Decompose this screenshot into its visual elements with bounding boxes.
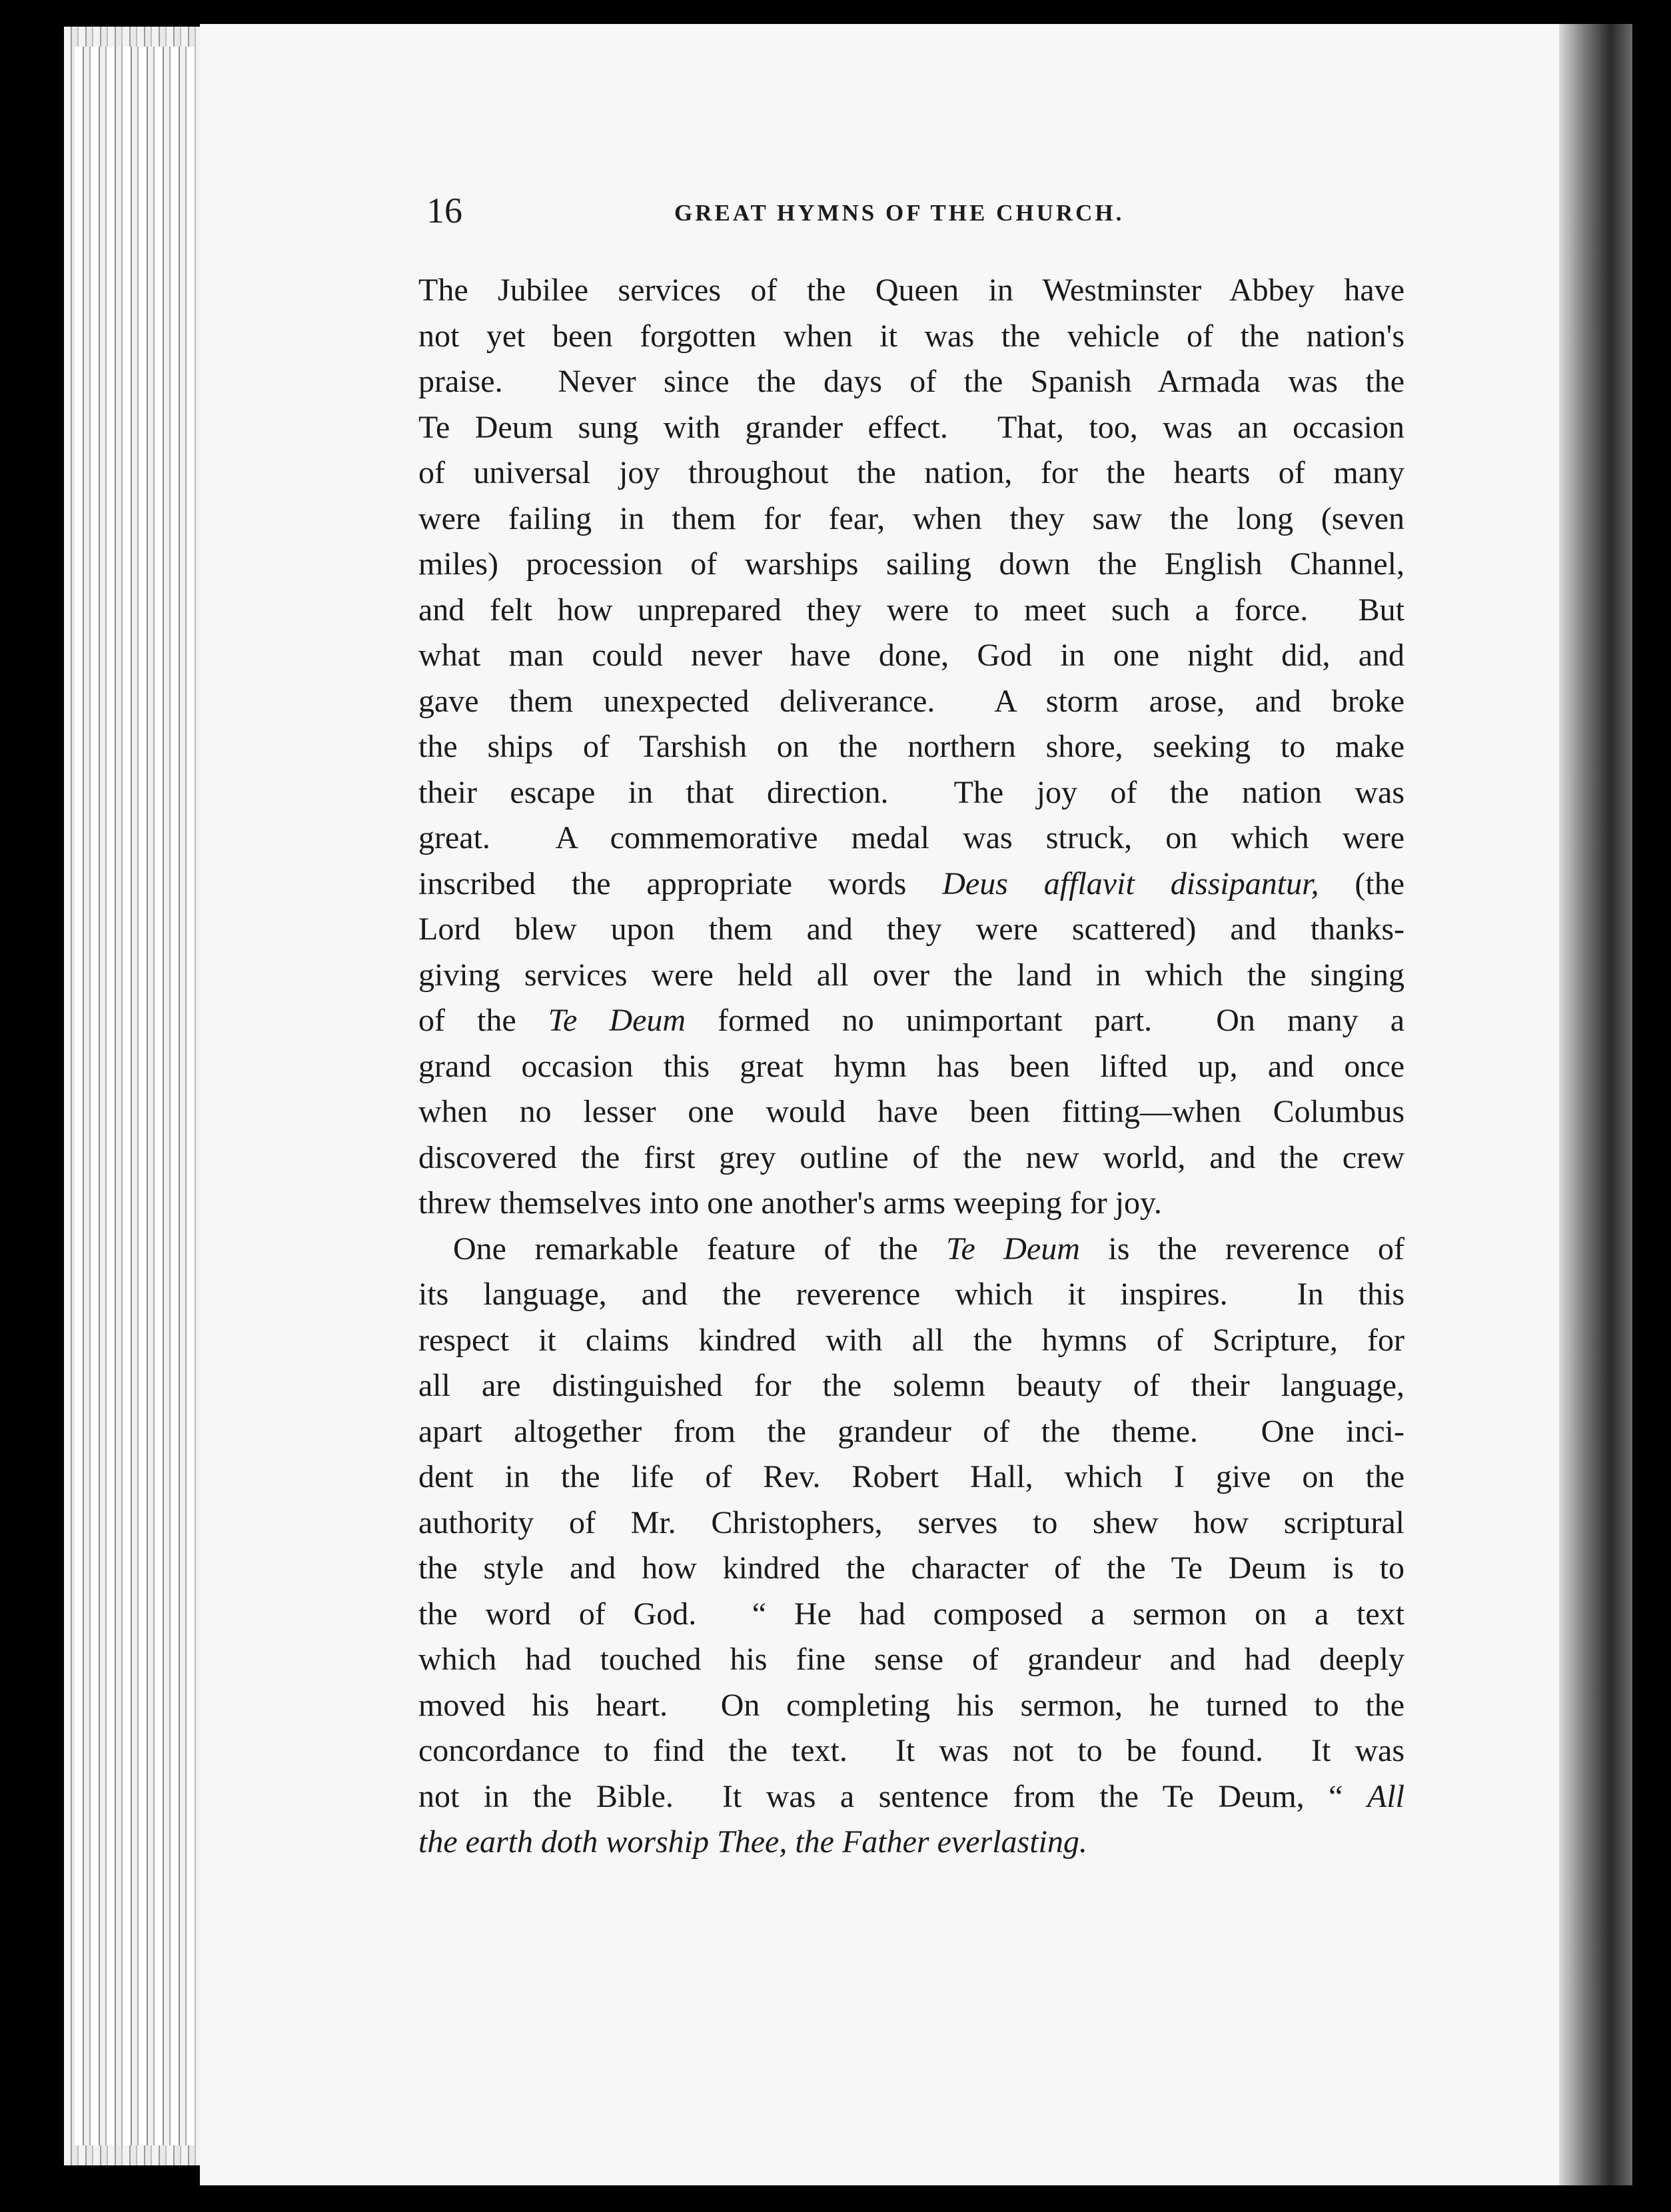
text-segment: of universal joy throughout the nation, for the hearts of many <box>418 455 1404 490</box>
text-line <box>418 724 1404 770</box>
text-segment: grand occasion this great hymn has been lifted up, and once <box>418 1048 1404 1084</box>
text-line <box>418 1592 1404 1638</box>
running-title: GREAT HYMNS OF THE CHURCH. <box>674 200 1125 226</box>
page-edge-stack-inner <box>75 47 195 2145</box>
paragraph <box>418 268 1404 1227</box>
text-segment: great. A commemorative medal was struck, on which were <box>418 820 1404 855</box>
text-segment: concordance to find the text. It was not to be found. It was <box>418 1733 1404 1768</box>
text-line <box>418 816 1404 861</box>
body-text <box>418 268 1404 1866</box>
text-segment: Te Deum sung with grander effect. That, too, was an occasion <box>418 409 1404 445</box>
text-segment: what man could never have done, God in one night did, and <box>418 638 1404 673</box>
text-segment: apart altogether from the grandeur of the theme. One inci- <box>418 1413 1404 1449</box>
text-segment: formed no unimportant part. On many a <box>686 1003 1404 1038</box>
page-curve-shadow <box>1559 24 1632 2189</box>
text-line <box>418 1728 1404 1774</box>
text-line <box>418 496 1404 542</box>
text-segment: miles) procession of warships sailing down the English Channel, <box>418 546 1404 582</box>
text-line <box>418 1181 1404 1227</box>
text-segment: not in the Bible. It was a sentence from the Te Deum, “ <box>418 1778 1367 1814</box>
italic-text: All <box>1367 1778 1404 1814</box>
text-line <box>418 1089 1404 1135</box>
text-line <box>418 861 1404 907</box>
text-segment: which had touched his fine sense of grandeur and had deeply <box>418 1642 1404 1677</box>
text-segment: dent in the life of Rev. Robert Hall, which I give on the <box>418 1459 1404 1494</box>
text-segment: threw themselves into one another's arms weeping for joy. <box>418 1185 1162 1221</box>
text-segment: inscribed the appropriate words <box>418 865 943 901</box>
text-line <box>418 633 1404 679</box>
text-line <box>418 679 1404 725</box>
text-line <box>418 1227 1404 1273</box>
text-line <box>418 450 1404 496</box>
running-head <box>426 191 1426 231</box>
text-line <box>418 1363 1404 1409</box>
text-segment: moved his heart. On completing his sermon, he turned to the <box>418 1687 1404 1723</box>
text-line <box>418 1774 1404 1820</box>
text-line <box>418 588 1404 634</box>
text-line <box>418 1820 1404 1866</box>
italic-text: the earth doth worship Thee, the Father everlasting. <box>418 1824 1087 1860</box>
text-segment: when no lesser one would have been fitting—when Columbus <box>418 1094 1404 1129</box>
text-line <box>418 953 1404 999</box>
text-segment: giving services were held all over the land in which the singing <box>418 957 1404 993</box>
text-segment: authority of Mr. Christophers, serves to shew how scriptural <box>418 1504 1404 1540</box>
text-segment: and felt how unprepared they were to meet such a force. But <box>418 592 1404 628</box>
italic-text: Deus afflavit dissipantur, <box>942 865 1319 901</box>
text-segment: One remarkable feature of the <box>453 1231 947 1267</box>
italic-text: Te Deum <box>946 1231 1080 1267</box>
text-line <box>418 1044 1404 1090</box>
text-line <box>418 1500 1404 1546</box>
text-line <box>418 405 1404 451</box>
text-line <box>418 542 1404 588</box>
text-segment: all are distinguished for the solemn beauty of their language, <box>418 1368 1404 1403</box>
text-line <box>418 770 1404 816</box>
text-segment: discovered the first grey outline of the new world, and the crew <box>418 1139 1404 1175</box>
text-segment: the style and how kindred the character of the Te Deum is to <box>418 1550 1404 1586</box>
text-line <box>418 1135 1404 1181</box>
text-line <box>418 314 1404 360</box>
page-number: 16 <box>426 191 462 231</box>
text-segment: of the <box>418 1003 548 1038</box>
scan-bottom-border <box>200 2185 1632 2212</box>
text-line <box>418 1318 1404 1364</box>
text-line <box>418 1409 1404 1455</box>
text-line <box>418 1683 1404 1729</box>
italic-text: Te Deum <box>548 1003 686 1038</box>
text-line <box>418 1637 1404 1683</box>
paragraph <box>418 1227 1404 1866</box>
text-segment: Lord blew upon them and they were scattered) and thanks- <box>418 911 1404 947</box>
text-segment: were failing in them for fear, when they saw the long (seven <box>418 500 1404 536</box>
text-segment: the word of God. “ He had composed a sermon on a text <box>418 1596 1404 1632</box>
text-segment: is the reverence of <box>1079 1231 1404 1267</box>
text-line <box>418 1546 1404 1592</box>
text-line <box>418 907 1404 953</box>
text-segment: not yet been forgotten when it was the vehicle of the nation's <box>418 318 1404 354</box>
text-segment: The Jubilee services of the Queen in Westminster Abbey have <box>418 273 1404 308</box>
text-segment: praise. Never since the days of the Spanish Armada was the <box>418 364 1404 399</box>
text-segment: gave them unexpected deliverance. A storm arose, and broke <box>418 683 1404 719</box>
text-line <box>418 998 1404 1044</box>
text-line <box>418 359 1404 405</box>
text-line <box>418 1454 1404 1500</box>
text-segment: the ships of Tarshish on the northern shore, seeking to make <box>418 729 1404 764</box>
text-line <box>418 1272 1404 1318</box>
text-segment: respect it claims kindred with all the hymns of Scripture, for <box>418 1322 1404 1358</box>
text-segment: its language, and the reverence which it inspires. In this <box>418 1277 1404 1312</box>
text-line <box>418 268 1404 314</box>
text-segment: (the <box>1319 865 1404 901</box>
text-segment: their escape in that direction. The joy of the nation was <box>418 774 1404 810</box>
